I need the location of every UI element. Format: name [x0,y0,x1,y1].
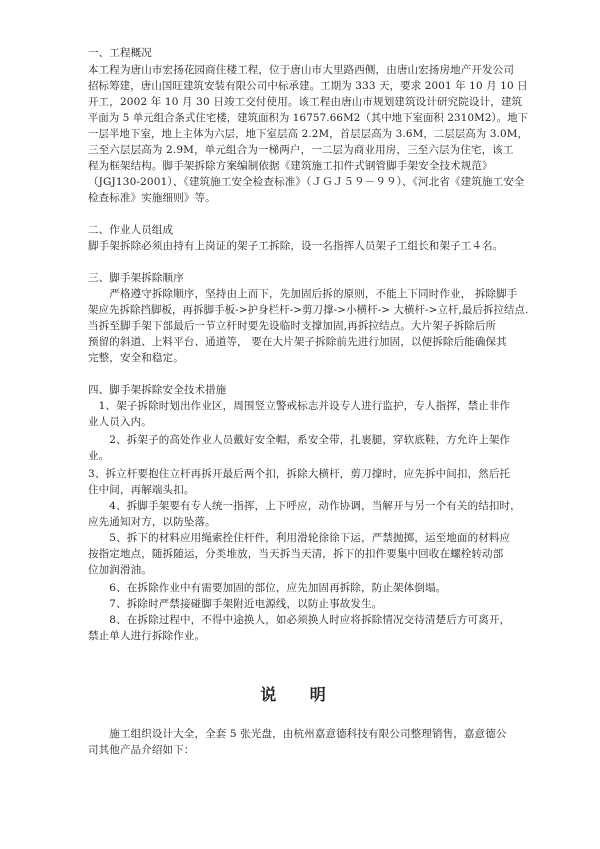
paragraph-line: 三至六层层高为 2.9M，单元组合为一梯两户，一二层为商业用房，三至六层为住宅，该工 [88,144,514,156]
paragraph-line: 预留的斜道、上料平台、通道等， 要在大片架子拆除前先进行加固，以便拆除后能确保其 [88,336,507,348]
paragraph-line: 开工，2002 年 10 月 30 日竣工交付使用。该工程由唐山市规划建筑设计研究院设计，建筑 [88,96,523,108]
paragraph-line: 应先通知对方，以防坠落。 [88,516,216,528]
section-heading-safety-measures: 四、脚手架拆除安全技术措施 [88,384,227,396]
paragraph-line: （JGJ130-2001）、《建筑施工安全检查标准》（ＪＧＪ５９－９９）、《河北省《建筑施工安全 [88,176,525,188]
paragraph-line: 检查标准》实施细则》等。 [88,192,216,204]
paragraph-line: 程为框架结构。脚手架拆除方案编制依据《建筑施工扣件式钢管脚手架安全技术规范》 [88,160,493,172]
paragraph-line: 一层半地下室，地上主体为六层，地下室层高 2.2M，首层层高为 3.6M，二层层高为 3.0M， [88,128,529,140]
paragraph-line: 本工程为唐山市宏扬花园商住楼工程，位于唐山市大里路西侧，由唐山宏扬房地产开发公司 [88,64,514,76]
paragraph-line: 位加润滑油。 [88,564,152,576]
paragraph-line: 完整，安全和稳定。 [88,352,184,364]
paragraph-line: 按指定地点，随拆随运，分类堆放，当天拆当天清，拆下的扣件要集中回收在螺栓转动部 [88,548,504,560]
paragraph-line: 禁止单人进行拆除作业。 [88,630,206,642]
paragraph-line: 平面为 5 单元组合条式住宅楼，建筑面积为 16757.66M2（其中地下室面积 2310M2）。地下 [88,112,529,124]
paragraph-line: 住中间，再解端头扣。 [88,484,195,496]
paragraph-line: 8、在拆除过程中，不得中途换人，如必须换人时应将拆除情况交待清楚后方可离开， [88,614,511,626]
section-heading-project-overview: 一、工程概况 [88,47,152,59]
paragraph-line: 业人员入内。 [88,416,152,428]
note-title: 说 明 [260,685,340,704]
paragraph-line: 4、拆脚手架要有专人统一指挥，上下呼应，动作协调，当解开与另一个有关的结扣时， [88,500,521,512]
paragraph-line: 3、拆立杆要抱住立杆再拆开最后两个扣，拆除大横杆，剪刀撑时，应先拆中间扣，然后托 [88,468,511,480]
section-heading-personnel: 二、作业人员组成 [88,224,174,236]
note-line: 施工组织设计大全，全套 5 张光盘，由杭州嘉意德科技有限公司整理销售，嘉意德公 [88,728,507,740]
paragraph-line: 业。 [88,450,110,462]
paragraph-line: 架应先拆除挡脚板，再拆脚手板->护身栏杆->剪刀撑->小横杆-> 大横杆->立杆,最后拆拉结点. [88,304,529,316]
paragraph-line: 5、拆下的材料应用绳索拴住杆件，利用滑轮徐徐下运，严禁抛掷，运至地面的材料应 [88,532,511,544]
paragraph-line: 6、在拆除作业中有需要加固的部位，应先加固再拆除，防止架体倒塌。 [88,582,447,594]
section-heading-removal-order: 三、脚手架拆除顺序 [88,272,184,284]
paragraph-line: 2、拆架子的高处作业人员戴好安全帽，系安全带，扎裹腿，穿软底鞋，方允许上架作 [88,434,511,446]
note-line: 司其他产品介绍如下： [88,744,195,756]
paragraph-line: 7、拆除时严禁接碰脚手架附近电源线，以防止事故发生。 [88,598,383,610]
paragraph-line: 脚手架拆除必须由持有上岗证的架子工拆除，设一名指挥人员架子工组长和架子工４名。 [88,240,504,252]
paragraph-line: 严格遵守拆除顺序，坚持由上而下，先加固后拆的原则，不能上下同时作业， 拆除脚手 [88,288,518,300]
paragraph-line: 招标筹建，唐山国旺建筑安装有限公司中标承建。工期为 333 天，要求 2001 年 10 月 10 日 [88,80,528,92]
paragraph-line: 1、架子拆除时划出作业区，周围竖立警戒标志并设专人进行监护，专人指挥，禁止非作 [88,400,511,412]
paragraph-line: 当拆至脚手架下部最后一节立杆时要先设临时支撑加固,再拆拉结点。大片架子拆除后所 [88,320,497,332]
